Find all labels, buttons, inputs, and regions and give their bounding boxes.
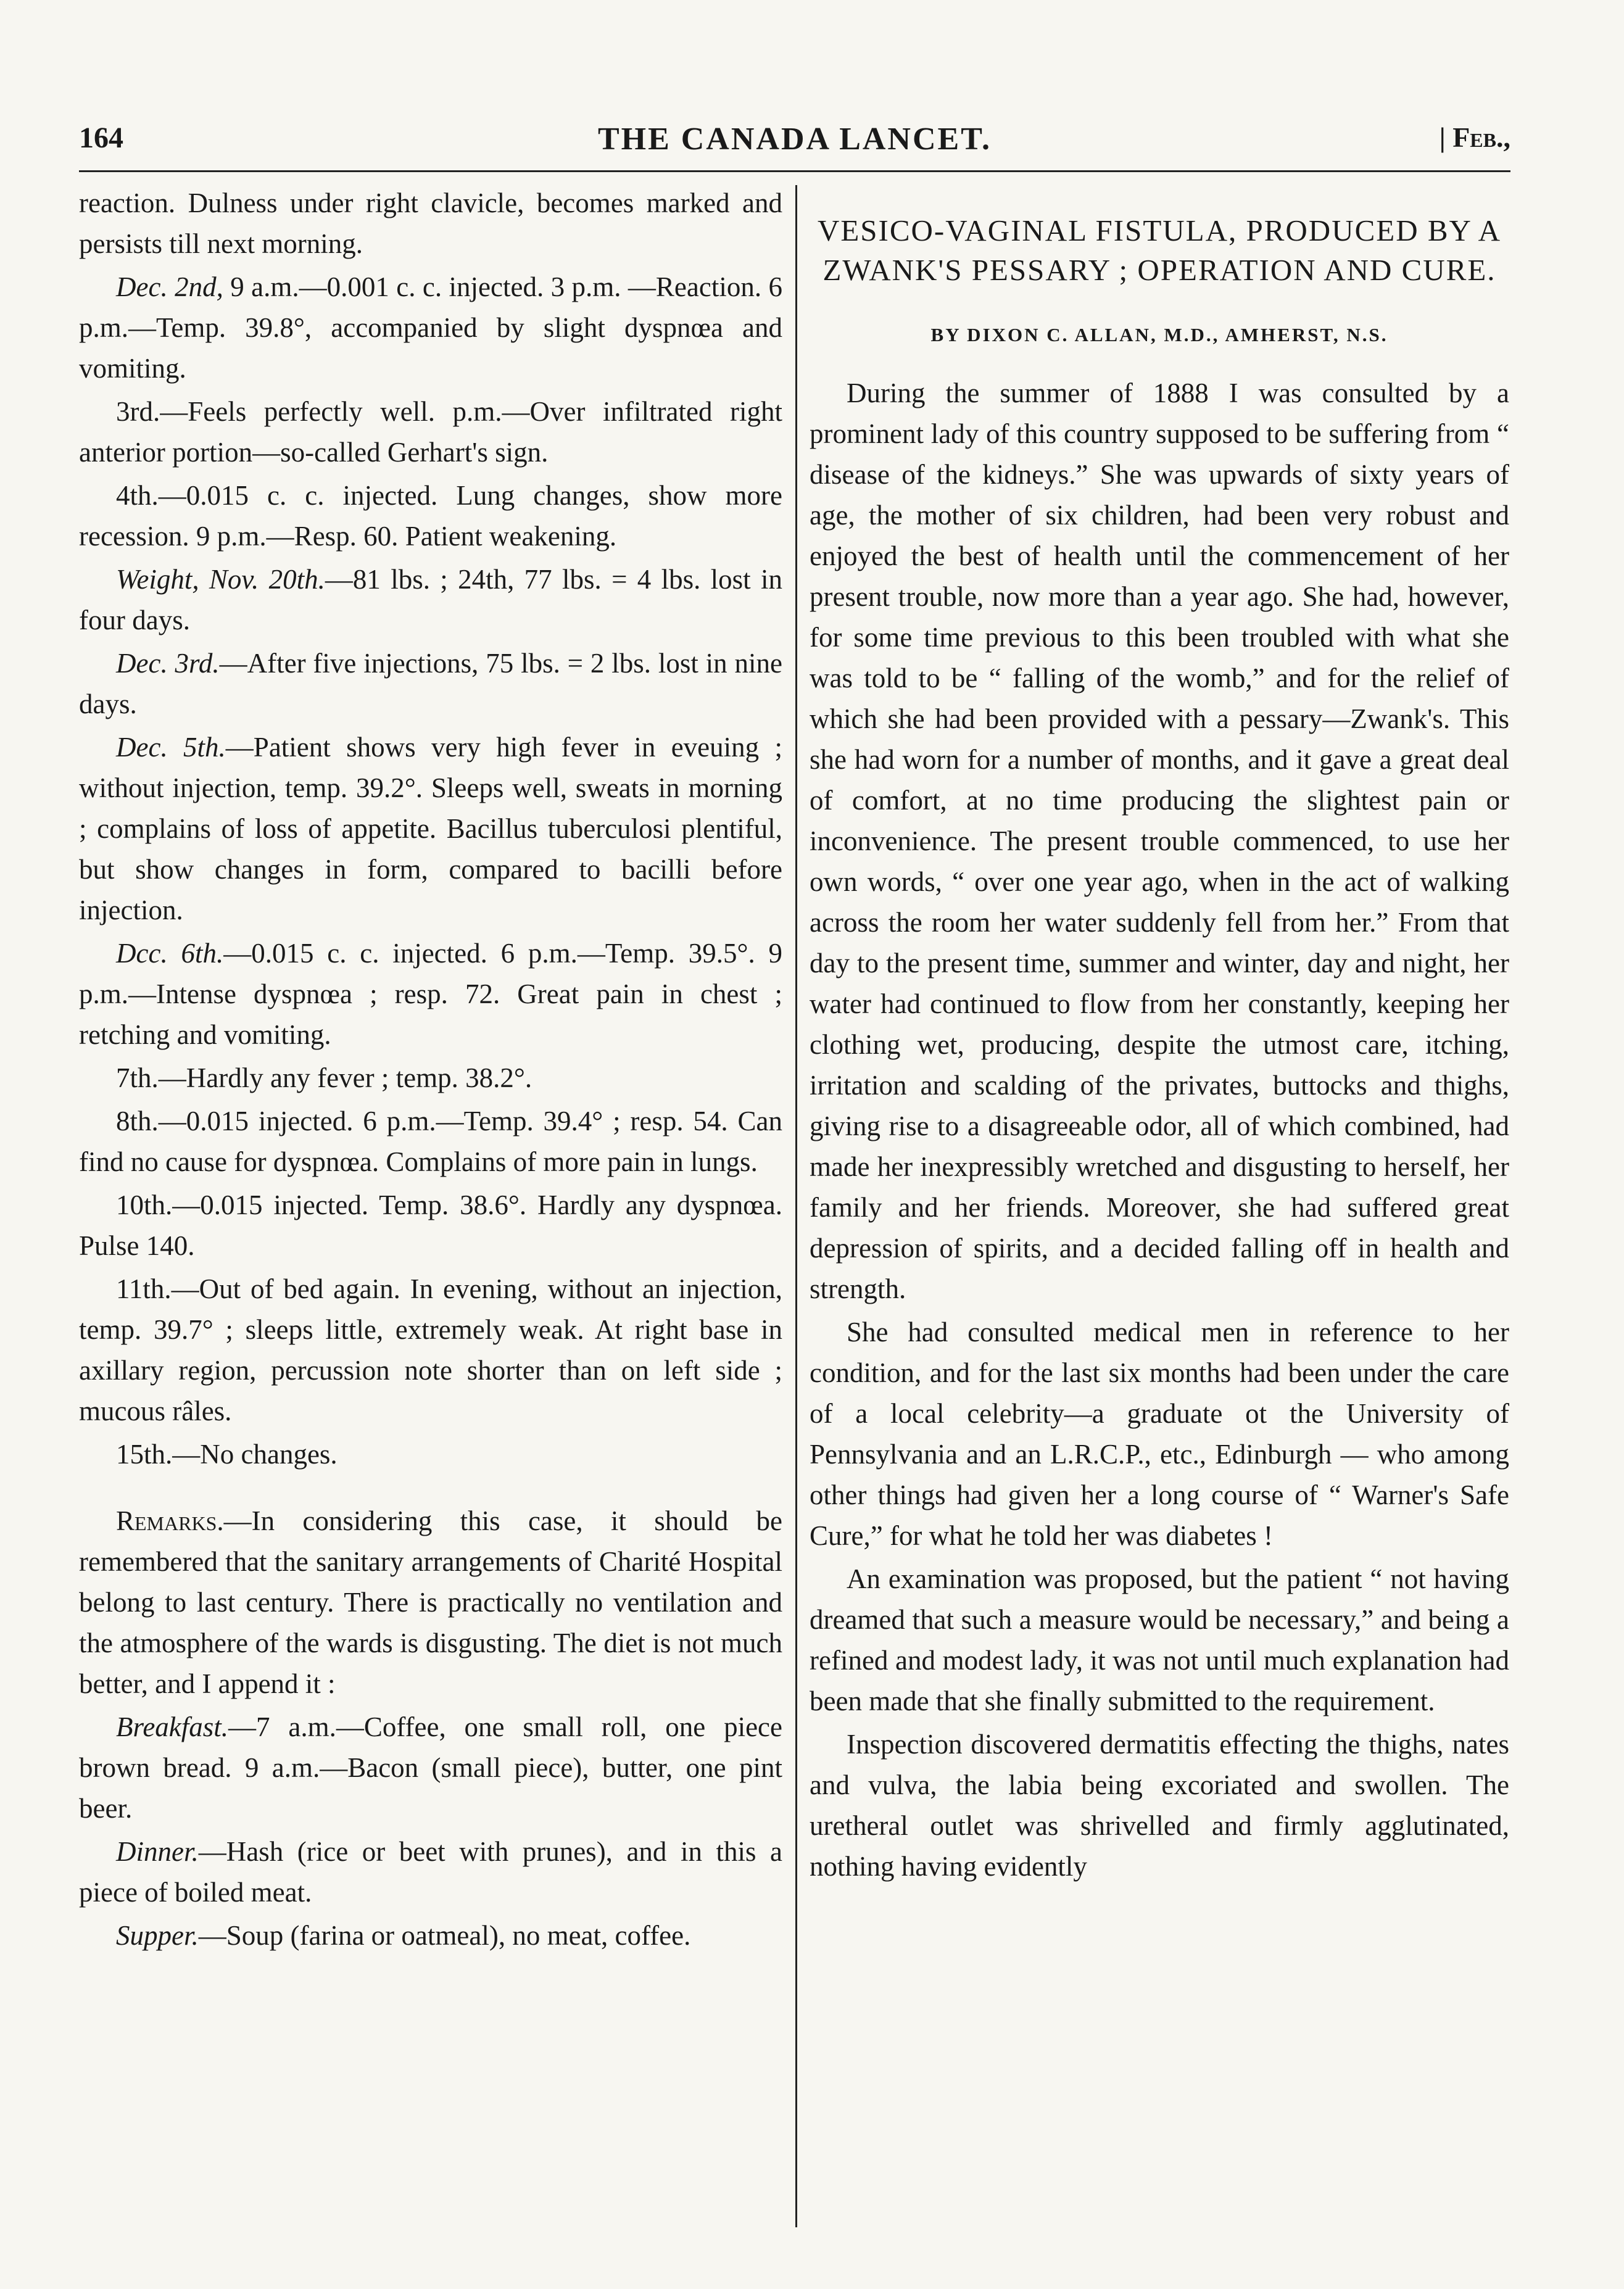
issue-month: | Feb.,	[1439, 122, 1510, 153]
running-header	[79, 121, 1510, 170]
paragraph-text: —81 lbs. ; 24th, 77 lbs. = 4 lbs. lost in four days.	[79, 564, 782, 635]
paragraph-text: —Hash (rice or beet with prunes), and in this a piece of boiled meat.	[79, 1836, 782, 1908]
paragraph: She had consulted medical men in reference to her condition, and for the last six months had been under the care of a local celebrity—a graduate ot the University of Pennsylvania and an L.R.C.P., etc., Edinburgh — who among other things had given her a long course of “ Warner's Safe Cure,” for what he told her was diabetes !	[810, 1317, 1509, 1551]
paragraph	[79, 267, 782, 389]
meal-label: Dinner.	[116, 1836, 199, 1867]
author-byline: BY DIXON C. ALLAN, M.D., AMHERST, N.S.	[930, 324, 1388, 346]
paragraph: Inspection discovered dermatitis effecting the thighs, nates and vulva, the labia being excoriated and swollen. The uretheral outlet was shrivelled and firmly agglutinated, nothing having evidently	[810, 1729, 1509, 1882]
header-rule	[79, 170, 1510, 172]
paragraph	[79, 1831, 782, 1913]
paragraph-text: 9 a.m.—0.001 c. c. injected. 3 p.m. —Reaction. 6 p.m.—Temp. 39.8°, accompanied by slight dyspnœa and vomiting.	[79, 271, 782, 384]
paragraph: 8th.—0.015 injected. 6 p.m.—Temp. 39.4° ; resp. 54. Can find no cause for dyspnœa. Complains of more pain in lungs.	[79, 1106, 782, 1177]
paragraph-text: —Patient shows very high fever in eveuing ; without injection, temp. 39.2°. Sleeps well, sweats in morning ; complains of loss of appetite. Bacillus tuberculosi plentiful, but show changes in form, compared to bacilli before injection.	[79, 732, 782, 925]
paragraph	[79, 933, 782, 1055]
paragraph: 15th.—No changes.	[116, 1439, 338, 1470]
paragraph: 10th.—0.015 injected. Temp. 38.6°. Hardly any dyspnœa. Pulse 140.	[79, 1190, 782, 1261]
paragraph	[79, 1500, 782, 1704]
paragraph: 7th.—Hardly any fever ; temp. 38.2°.	[116, 1062, 532, 1093]
meal-label: Breakfast.	[116, 1712, 229, 1742]
date-label: Weight, Nov. 20th.	[116, 564, 325, 595]
article-title: VESICO-VAGINAL FISTULA, PRODUCED BY A ZWANK'S PESSARY ; OPERATION AND CURE.	[817, 213, 1502, 287]
right-column	[810, 183, 1509, 1889]
paragraph	[79, 727, 782, 930]
paragraph-text: —After five injections, 75 lbs. = 2 lbs. lost in nine days.	[79, 648, 782, 719]
paragraph: 3rd.—Feels perfectly well. p.m.—Over infiltrated right anterior portion—so-called Gerhart's sign.	[79, 396, 782, 468]
paragraph: 11th.—Out of bed again. In evening, without an injection, temp. 39.7° ; sleeps little, extremely weak. At right base in axillary region, percussion note shorter than on left side ; mucous râles.	[79, 1273, 782, 1426]
paragraph	[79, 559, 782, 640]
paragraph-text: —7 a.m.—Coffee, one small roll, one piece brown bread. 9 a.m.—Bacon (small piece), butter, one pint beer.	[79, 1712, 782, 1824]
paragraph	[79, 643, 782, 724]
paragraph-text: —In considering this case, it should be remembered that the sanitary arrangements of Charité Hospital belong to last century. There is practically no ventilation and the atmosphere of the wards is disgusting. The diet is not much better, and I append it :	[79, 1505, 782, 1699]
date-label: Dec. 2nd,	[116, 271, 223, 302]
paragraph-text: —0.015 c. c. injected. 6 p.m.—Temp. 39.5°. 9 p.m.—Intense dyspnœa ; resp. 72. Great pain in chest ; retching and vomiting.	[79, 938, 782, 1050]
date-label: Dec. 3rd.	[116, 648, 220, 679]
paragraph	[79, 1915, 782, 1956]
paragraph-text: —Soup (farina or oatmeal), no meat, coffee.	[198, 1920, 691, 1951]
paragraph	[79, 1707, 782, 1829]
paragraph: An examination was proposed, but the patient “ not having dreamed that such a measure would be necessary,” and being a refined and modest lady, it was not until much explanation had been made that she finally submitted to the requirement.	[810, 1563, 1509, 1716]
page-number: 164	[79, 122, 123, 154]
paragraph: 4th.—0.015 c. c. injected. Lung changes, show more recession. 9 p.m.—Resp. 60. Patient weakening.	[79, 480, 782, 552]
date-label: Dec. 5th.	[116, 732, 226, 763]
paragraph: reaction. Dulness under right clavicle, becomes marked and persists till next morning.	[79, 188, 782, 259]
journal-title: THE CANADA LANCET.	[597, 122, 992, 157]
paragraph: During the summer of 1888 I was consulted by a prominent lady of this country supposed to be suffering from “ disease of the kidneys.” She was upwards of sixty years of age, the mother of six children, had been very robust and enjoyed the best of health until the commencement of her present trouble, now more than a year ago. She had, however, for some time previous to this been troubled with what she was told to be “ falling of the womb,” and for the relief of which she had been provided with a pessary—Zwank's. This she had worn for a number of months, and it gave a great deal of comfort, at no time producing the slightest pain or inconvenience. The present trouble commenced, to use her own words, “ over one year ago, when in the act of walking across the room her water suddenly fell from her.” From that day to the present time, summer and winter, day and night, her water had continued to flow from her constantly, keeping her clothing wet, producing, despite the utmost care, itching, irritation and scalding of the privates, buttocks and thighs, giving rise to a disagreeable odor, all of which combined, had made her inexpressibly wretched and disgusting to herself, her family and her friends. Moreover, she had suffered great depression of spirits, and a decided falling off in health and strength.	[810, 378, 1509, 1304]
column-divider	[795, 185, 797, 2227]
meal-label: Supper.	[116, 1920, 199, 1951]
date-label: Dcc. 6th.	[116, 938, 224, 969]
remarks-label: Remarks.	[116, 1505, 224, 1536]
left-column	[79, 183, 782, 1958]
